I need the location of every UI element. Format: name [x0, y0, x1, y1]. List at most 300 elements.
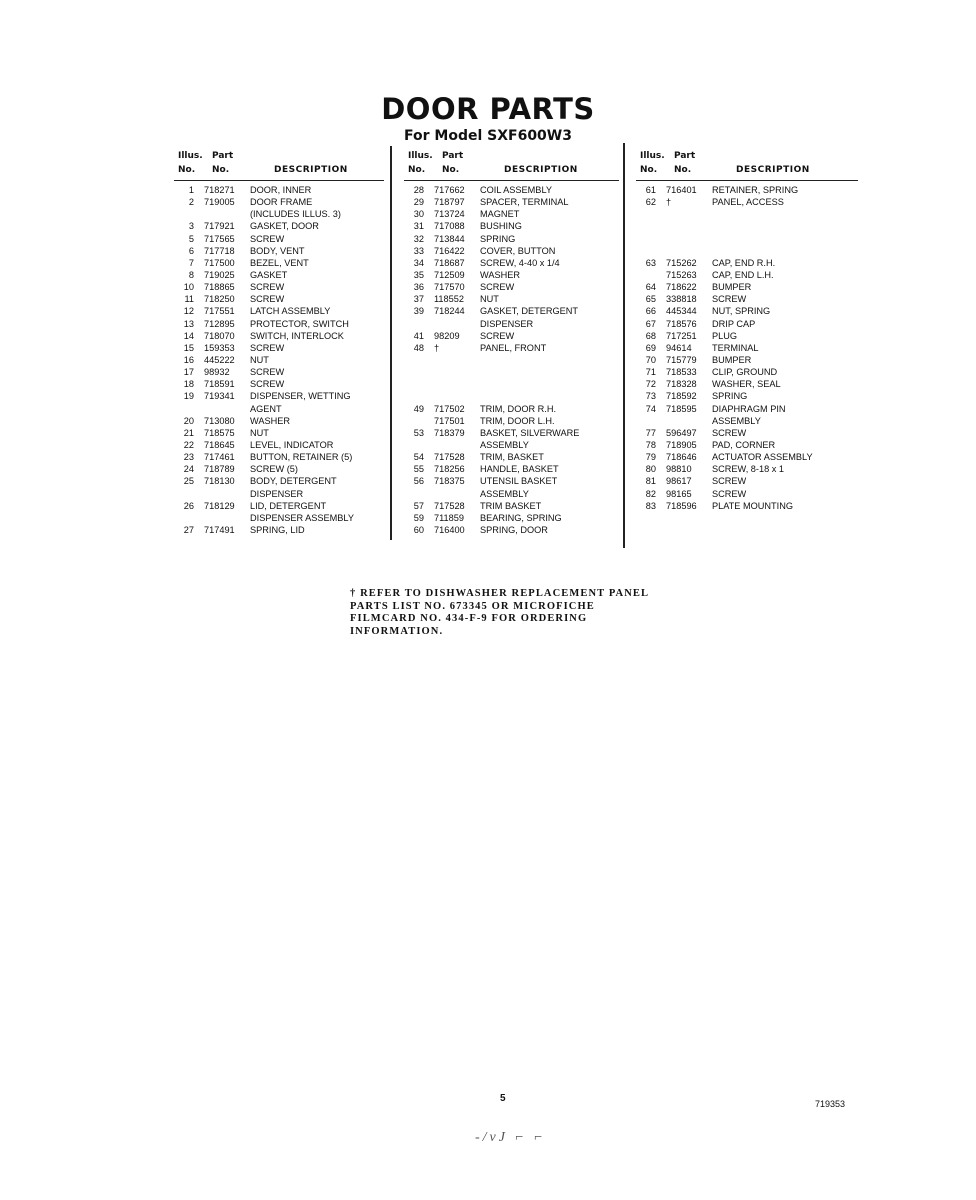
part-description: MAGNET [480, 209, 520, 220]
illus-number: 36 [413, 282, 424, 293]
parts-row [636, 220, 858, 232]
parts-row [636, 390, 858, 402]
part-description: BUMPER [712, 354, 752, 365]
parts-row [636, 403, 858, 415]
illus-number: 41 [413, 330, 424, 341]
illus-number: 32 [413, 233, 424, 244]
header-illus-no: No. [178, 165, 196, 175]
parts-row [404, 500, 619, 512]
part-description: RETAINER, SPRING [712, 185, 799, 195]
parts-row [636, 415, 858, 427]
parts-row [174, 293, 384, 305]
part-number: 715262 [666, 257, 697, 268]
parts-row [636, 281, 858, 293]
illus-number: 59 [413, 512, 424, 523]
part-description: SCREW [480, 330, 515, 341]
illus-number: 68 [645, 330, 656, 341]
illus-number: 7 [188, 257, 194, 268]
part-number: 717501 [434, 415, 465, 426]
part-number: 716401 [666, 185, 697, 195]
part-description: BODY, VENT [250, 245, 305, 256]
part-number: 94614 [666, 342, 692, 353]
illus-number: 63 [645, 257, 656, 268]
part-number: 718250 [204, 294, 235, 305]
part-number: 596497 [666, 427, 697, 438]
illus-number: 5 [188, 233, 194, 244]
illus-number: 61 [645, 185, 656, 195]
parts-row [174, 281, 384, 293]
header-part: Part [674, 151, 696, 161]
parts-row [636, 269, 858, 281]
part-description: SCREW, 4-40 x 1/4 [480, 257, 560, 268]
parts-row [174, 463, 384, 475]
parts-row [404, 378, 619, 390]
parts-row [404, 330, 619, 342]
part-description: UTENSIL BASKET [480, 476, 558, 487]
illus-number: 29 [413, 197, 424, 208]
part-number: 718576 [666, 318, 697, 329]
illus-number: 6 [188, 245, 194, 256]
parts-row [404, 233, 619, 245]
column-header [404, 146, 619, 181]
part-description: LEVEL, INDICATOR [250, 439, 334, 450]
header-illus: Illus. [178, 151, 203, 161]
parts-row [404, 427, 619, 439]
illus-number: 55 [413, 464, 424, 475]
part-description: SCREW [250, 282, 285, 293]
part-number: 712895 [204, 318, 235, 329]
parts-row [636, 293, 858, 305]
part-description: SCREW [250, 342, 285, 353]
part-description: BODY, DETERGENT [250, 476, 337, 487]
header-description: DESCRIPTION [504, 165, 578, 175]
parts-row [404, 354, 619, 366]
parts-row [174, 427, 384, 439]
parts-row [636, 378, 858, 390]
parts-row [636, 427, 858, 439]
part-description: LID, DETERGENT [250, 500, 327, 511]
illus-number: 81 [645, 476, 656, 487]
parts-row [404, 269, 619, 281]
part-description: ACTUATOR ASSEMBLY [712, 452, 813, 463]
part-number: 718129 [204, 500, 235, 511]
header-illus: Illus. [640, 151, 665, 161]
part-number: 715263 [666, 269, 697, 280]
parts-row [636, 354, 858, 366]
part-description: SCREW [712, 488, 747, 499]
parts-row [174, 257, 384, 269]
part-description: BUMPER [712, 282, 752, 293]
part-description: PROTECTOR, SWITCH [250, 318, 349, 329]
parts-row [404, 512, 619, 524]
illus-number: 66 [645, 306, 656, 317]
part-number: 98617 [666, 476, 692, 487]
part-description: DRIP CAP [712, 318, 756, 329]
illus-number: 72 [645, 379, 656, 390]
header-description: DESCRIPTION [274, 165, 348, 175]
part-number: 718645 [204, 439, 235, 450]
part-number: 718789 [204, 464, 235, 475]
header-illus-no: No. [408, 165, 426, 175]
part-number: 717088 [434, 221, 465, 232]
part-number: 445222 [204, 354, 235, 365]
part-description: NUT [480, 294, 499, 305]
part-description: BEARING, SPRING [480, 512, 562, 523]
parts-row [404, 415, 619, 427]
parts-row [174, 500, 384, 512]
parts-row [174, 220, 384, 232]
parts-row [174, 330, 384, 342]
parts-row [636, 451, 858, 463]
illus-number: 11 [184, 294, 194, 305]
parts-row [174, 269, 384, 281]
illus-number: 80 [645, 464, 656, 475]
parts-row [636, 257, 858, 269]
part-number: 713724 [434, 209, 465, 220]
part-description: PANEL, FRONT [480, 342, 547, 353]
footnote: † REFER TO DISHWASHER REPLACEMENT PANEL PARTS LIST NO. 673345 OR MICROFICHE FILMCARD NO. 434-F-9 FOR ORDERING INFORMATION. [350, 588, 649, 637]
illus-number: 23 [183, 452, 194, 463]
parts-row [404, 220, 619, 232]
illus-number: 16 [183, 354, 194, 365]
part-description: BUTTON, RETAINER (5) [250, 452, 353, 463]
part-description: TRIM, DOOR R.H. [480, 403, 557, 414]
illus-number: 21 [183, 427, 194, 438]
part-number: 718592 [666, 391, 697, 402]
part-number: 718379 [434, 427, 465, 438]
part-description: DOOR FRAME [250, 197, 313, 208]
parts-row [174, 415, 384, 427]
part-number: 718328 [666, 379, 697, 390]
part-description: DISPENSER ASSEMBLY [250, 512, 354, 523]
part-number: 719025 [204, 269, 235, 280]
page-title: DOOR PARTS [381, 92, 595, 126]
header-part-no: No. [442, 165, 460, 175]
illus-number: 71 [645, 367, 656, 378]
part-description: TRIM, DOOR L.H. [480, 415, 555, 426]
illus-number: 13 [183, 318, 194, 329]
part-description: NUT [250, 354, 269, 365]
part-number: 718596 [666, 500, 697, 511]
part-number: 718130 [204, 476, 235, 487]
column-header [174, 146, 384, 181]
illus-number: 22 [183, 439, 194, 450]
part-number: † [666, 197, 672, 208]
header-illus: Illus. [408, 151, 433, 161]
illus-number: 12 [183, 306, 194, 317]
part-number: 98932 [204, 367, 230, 378]
parts-row [404, 257, 619, 269]
part-number: 712509 [434, 269, 465, 280]
illus-number: 67 [645, 318, 656, 329]
part-description: CLIP, GROUND [712, 367, 778, 378]
part-number: 717570 [434, 282, 465, 293]
illus-number: 26 [183, 500, 194, 511]
part-description: CAP, END R.H. [712, 257, 776, 268]
part-number: 717921 [204, 221, 235, 232]
header-part: Part [212, 151, 234, 161]
illus-number: 25 [183, 476, 194, 487]
illus-number: 14 [183, 330, 194, 341]
parts-row [636, 439, 858, 451]
part-number: 98165 [666, 488, 692, 499]
illus-number: 54 [413, 452, 424, 463]
illus-number: 15 [183, 342, 194, 353]
parts-list [174, 184, 384, 536]
part-number: 159353 [204, 342, 235, 353]
parts-row [404, 451, 619, 463]
part-number: 718905 [666, 439, 697, 450]
parts-row [636, 500, 858, 512]
parts-row [174, 378, 384, 390]
part-number: 718271 [204, 185, 235, 195]
part-description: GASKET, DOOR [250, 221, 319, 232]
part-description: SCREW [250, 379, 285, 390]
parts-row [404, 305, 619, 317]
parts-row [174, 451, 384, 463]
header-part: Part [442, 151, 464, 161]
part-number: 718070 [204, 330, 235, 341]
parts-row [636, 475, 858, 487]
part-number: 713844 [434, 233, 465, 244]
illus-number: 48 [413, 342, 424, 353]
illus-number: 3 [188, 221, 194, 232]
part-number: 711859 [434, 512, 464, 523]
part-description: WASHER, SEAL [712, 379, 781, 390]
illus-number: 64 [645, 282, 656, 293]
part-description: SPRING, DOOR [480, 524, 548, 535]
header-part-no: No. [674, 165, 692, 175]
parts-row [636, 488, 858, 500]
part-description: DISPENSER [480, 318, 534, 329]
part-number: 716400 [434, 524, 465, 535]
column-divider [390, 146, 392, 540]
parts-row [636, 184, 858, 196]
part-description: SCREW, 8-18 x 1 [712, 464, 784, 475]
part-description: DOOR, INNER [250, 185, 312, 195]
column-header [636, 146, 858, 181]
illus-number: 33 [413, 245, 424, 256]
illus-number: 19 [183, 391, 194, 402]
part-number: 717718 [204, 245, 235, 256]
parts-list [636, 184, 858, 512]
part-description: BASKET, SILVERWARE [480, 427, 580, 438]
parts-row [174, 403, 384, 415]
parts-row [636, 330, 858, 342]
illus-number: 74 [645, 403, 656, 414]
parts-row [636, 233, 858, 245]
illus-number: 57 [413, 500, 424, 511]
part-description: COVER, BUTTON [480, 245, 556, 256]
parts-row [404, 463, 619, 475]
parts-list [404, 184, 619, 536]
illus-number: 30 [413, 209, 424, 220]
parts-row [636, 305, 858, 317]
part-description: CAP, END L.H. [712, 269, 774, 280]
header-illus-no: No. [640, 165, 658, 175]
part-description: GASKET, DETERGENT [480, 306, 579, 317]
parts-row [174, 196, 384, 208]
part-number: 717565 [204, 233, 235, 244]
illus-number: 56 [413, 476, 424, 487]
part-description: SCREW [250, 233, 285, 244]
part-description: SCREW [480, 282, 515, 293]
part-number: 118552 [434, 294, 464, 305]
part-description: DISPENSER [250, 488, 304, 499]
parts-row [174, 233, 384, 245]
part-number: 718595 [666, 403, 697, 414]
parts-row [404, 475, 619, 487]
part-number: 715779 [666, 354, 697, 365]
parts-row [174, 475, 384, 487]
part-description: BUSHING [480, 221, 522, 232]
parts-row [404, 293, 619, 305]
part-description: SCREW [250, 294, 285, 305]
handwritten-mark: -/vJ ⌐ ⌐ [475, 1130, 546, 1145]
part-description: SPACER, TERMINAL [480, 197, 569, 208]
part-description: PLUG [712, 330, 738, 341]
illus-number: 8 [188, 269, 194, 280]
part-number: 717502 [434, 403, 465, 414]
parts-row [174, 439, 384, 451]
part-number: 98810 [666, 464, 692, 475]
illus-number: 65 [645, 294, 656, 305]
header-part-no: No. [212, 165, 230, 175]
part-number: 445344 [666, 306, 697, 317]
part-description: SCREW [250, 367, 285, 378]
illus-number: 69 [645, 342, 656, 353]
parts-column-3 [636, 146, 858, 512]
part-description: SWITCH, INTERLOCK [250, 330, 344, 341]
part-description: WASHER [480, 269, 520, 280]
part-number: 719005 [204, 197, 235, 208]
illus-number: 17 [183, 367, 194, 378]
illus-number: 62 [645, 197, 656, 208]
part-number: 713080 [204, 415, 235, 426]
illus-number: 1 [188, 185, 194, 195]
parts-row [636, 342, 858, 354]
parts-row [174, 366, 384, 378]
part-description: AGENT [250, 403, 282, 414]
part-number: 717528 [434, 500, 465, 511]
part-number: 716422 [434, 245, 465, 256]
part-description: SPRING [480, 233, 516, 244]
parts-row [174, 318, 384, 330]
parts-row [404, 208, 619, 220]
illus-number: 60 [413, 524, 424, 535]
parts-row [404, 403, 619, 415]
part-number: 717500 [204, 257, 235, 268]
illus-number: 34 [413, 257, 424, 268]
part-description: NUT [250, 427, 269, 438]
part-description: TRIM BASKET [480, 500, 542, 511]
parts-row [404, 184, 619, 196]
part-number: 718687 [434, 257, 465, 268]
part-number: 717251 [666, 330, 697, 341]
parts-row [636, 208, 858, 220]
part-description: SCREW [712, 427, 747, 438]
parts-row [404, 439, 619, 451]
illus-number: 35 [413, 269, 424, 280]
illus-number: 24 [183, 464, 194, 475]
parts-row [174, 512, 384, 524]
part-description: ASSEMBLY [712, 415, 761, 426]
parts-row [636, 463, 858, 475]
parts-row [174, 245, 384, 257]
part-number: 718375 [434, 476, 465, 487]
part-description: SPRING [712, 391, 748, 402]
part-number: † [434, 342, 440, 353]
parts-row [404, 281, 619, 293]
illus-number: 2 [188, 197, 194, 208]
part-description: BEZEL, VENT [250, 257, 309, 268]
parts-column-1 [174, 146, 384, 536]
parts-row [174, 342, 384, 354]
part-description: ASSEMBLY [480, 439, 529, 450]
part-description: WASHER [250, 415, 290, 426]
parts-row [404, 366, 619, 378]
parts-row [404, 488, 619, 500]
page-subtitle: For Model SXF600W3 [404, 128, 572, 144]
part-number: 718591 [204, 379, 235, 390]
part-description: TERMINAL [712, 342, 759, 353]
part-number: 98209 [434, 330, 460, 341]
illus-number: 79 [645, 452, 656, 463]
part-description: ASSEMBLY [480, 488, 529, 499]
part-number: 717491 [204, 524, 235, 535]
part-number: 718575 [204, 427, 235, 438]
part-description: SCREW [712, 476, 747, 487]
parts-column-2 [404, 146, 619, 536]
part-description: HANDLE, BASKET [480, 464, 559, 475]
parts-row [404, 318, 619, 330]
illus-number: 77 [645, 427, 656, 438]
illus-number: 27 [183, 524, 194, 535]
parts-row [174, 488, 384, 500]
part-number: 719341 [204, 391, 235, 402]
part-number: 717461 [204, 452, 235, 463]
part-number: 717551 [204, 306, 235, 317]
parts-row [404, 196, 619, 208]
parts-row [636, 366, 858, 378]
parts-row [174, 524, 384, 536]
parts-row [636, 318, 858, 330]
illus-number: 53 [413, 427, 424, 438]
part-description: COIL ASSEMBLY [480, 185, 552, 195]
part-description: SPRING, LID [250, 524, 305, 535]
illus-number: 18 [183, 379, 194, 390]
parts-row [174, 208, 384, 220]
part-number: 718622 [666, 282, 697, 293]
part-description: PLATE MOUNTING [712, 500, 793, 511]
illus-number: 49 [413, 403, 424, 414]
illus-number: 70 [645, 354, 656, 365]
illus-number: 78 [645, 439, 656, 450]
part-description: DISPENSER, WETTING [250, 391, 351, 402]
part-number: 718646 [666, 452, 697, 463]
parts-row [174, 354, 384, 366]
part-description: DIAPHRAGM PIN [712, 403, 786, 414]
illus-number: 10 [183, 282, 194, 293]
part-number: 718533 [666, 367, 697, 378]
part-description: GASKET [250, 269, 288, 280]
column-divider [623, 143, 625, 548]
parts-row [174, 390, 384, 402]
parts-row [174, 184, 384, 196]
part-description: (INCLUDES ILLUS. 3) [250, 209, 341, 220]
illus-number: 82 [645, 488, 656, 499]
illus-number: 31 [413, 221, 424, 232]
